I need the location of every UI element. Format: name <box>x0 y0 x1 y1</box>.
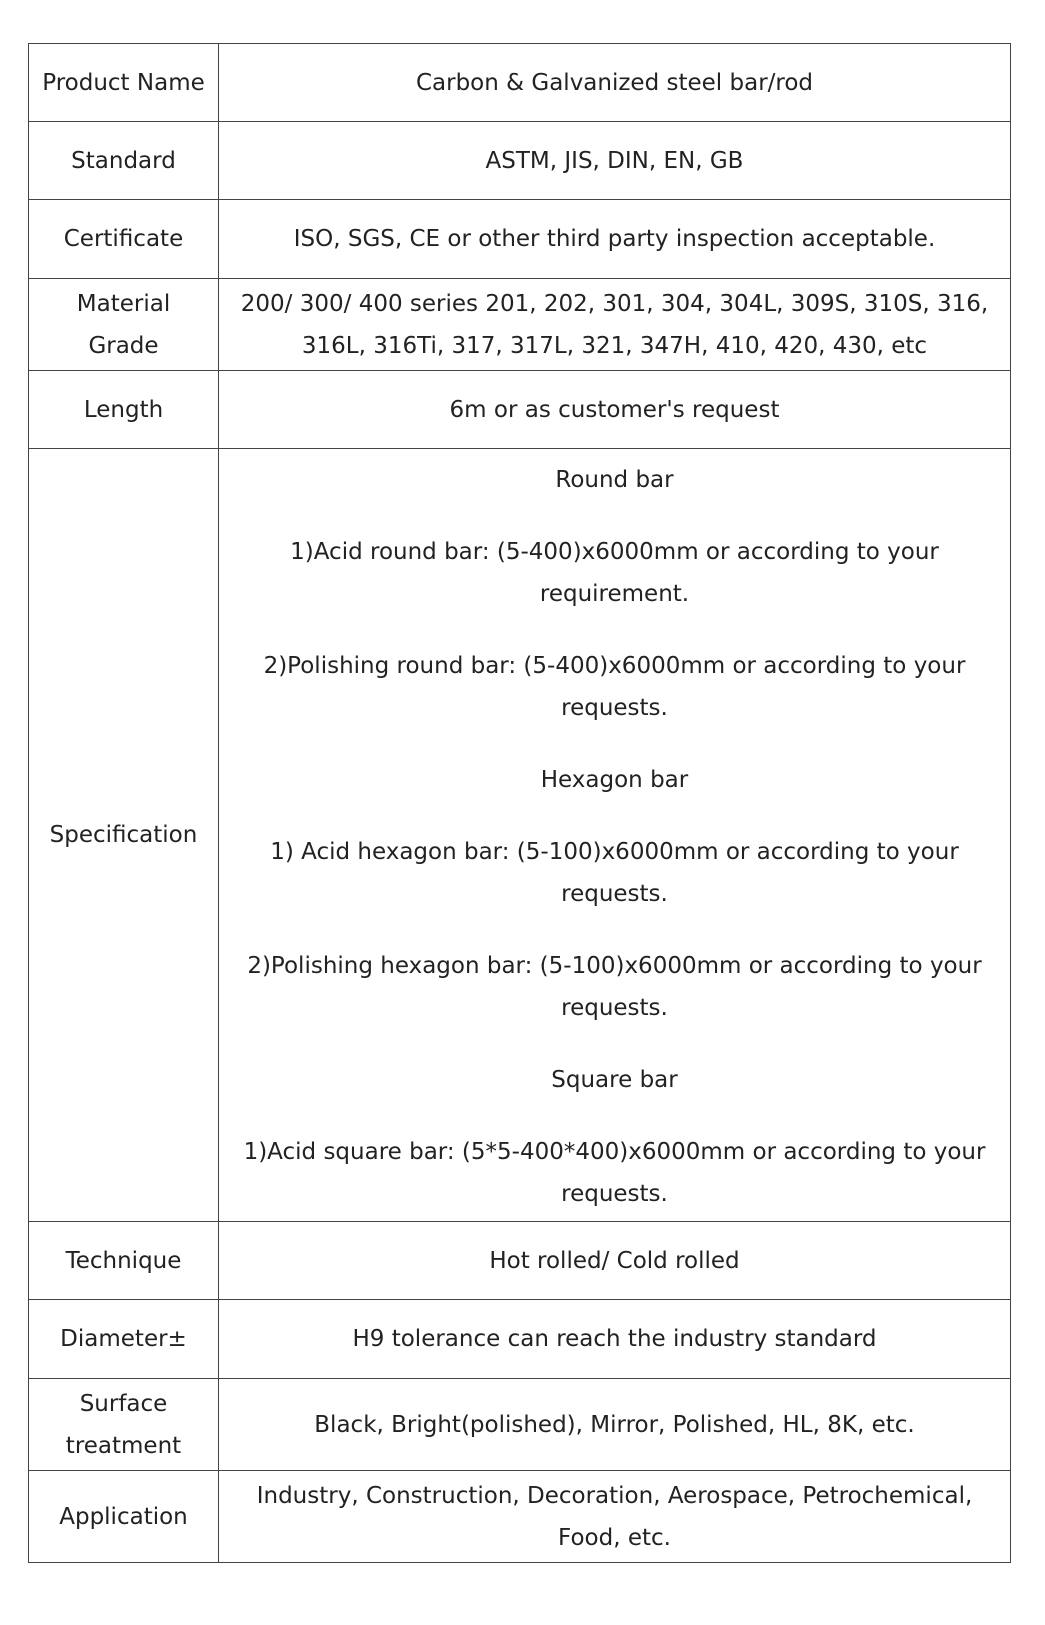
row-value-surface-treatment: Black, Bright(polished), Mirror, Polished, HL, 8K, etc. <box>219 1379 1011 1471</box>
table-row <box>29 371 1011 449</box>
row-value-certificate: ISO, SGS, CE or other third party inspection acceptable. <box>219 200 1011 279</box>
row-label-certificate: Certificate <box>29 200 219 279</box>
table-row <box>29 279 1011 371</box>
product-spec-table <box>28 43 1011 1563</box>
row-value-diameter: H9 tolerance can reach the industry standard <box>219 1300 1011 1379</box>
row-value-length: 6m or as customer's request <box>219 371 1011 449</box>
spec-item-polishing-round-bar: 2)Polishing round bar: (5-400)x6000mm or according to your requests. <box>263 653 966 721</box>
table-row <box>29 1300 1011 1379</box>
row-label-length: Length <box>29 371 219 449</box>
table-row <box>29 1379 1011 1471</box>
spec-item-polishing-hexagon-bar: 2)Polishing hexagon bar: (5-100)x6000mm or according to your requests. <box>247 953 982 1021</box>
row-label-diameter: Diameter± <box>29 1300 219 1379</box>
spec-heading-hexagon-bar: Hexagon bar <box>540 767 689 793</box>
row-value-material-grade: 200/ 300/ 400 series 201, 202, 301, 304, 304L, 309S, 310S, 316, 316L, 316Ti, 317, 317L, 321, 347H, 410, 420, 430, etc <box>219 279 1011 371</box>
row-label-standard: Standard <box>29 122 219 200</box>
row-value-technique: Hot rolled/ Cold rolled <box>219 1222 1011 1300</box>
row-label-surface-treatment: Surface treatment <box>29 1379 219 1471</box>
row-value-standard: ASTM, JIS, DIN, EN, GB <box>219 122 1011 200</box>
table-row <box>29 1471 1011 1563</box>
row-label-product-name: Product Name <box>29 44 219 122</box>
row-label-technique: Technique <box>29 1222 219 1300</box>
spec-item-acid-hexagon-bar: 1) Acid hexagon bar: (5-100)x6000mm or according to your requests. <box>270 839 959 907</box>
row-value-application: Industry, Construction, Decoration, Aerospace, Petrochemical, Food, etc. <box>219 1471 1011 1563</box>
row-label-application: Application <box>29 1471 219 1563</box>
row-label-specification: Specification <box>29 449 219 1222</box>
row-value-specification <box>219 449 1011 1222</box>
table-row <box>29 1222 1011 1300</box>
row-label-material-grade: Material Grade <box>29 279 219 371</box>
table-row <box>29 449 1011 1222</box>
table-row <box>29 200 1011 279</box>
table-row <box>29 122 1011 200</box>
table-row <box>29 44 1011 122</box>
spec-item-acid-round-bar: 1)Acid round bar: (5-400)x6000mm or according to your requirement. <box>290 539 939 607</box>
spec-item-acid-square-bar: 1)Acid square bar: (5*5-400*400)x6000mm or according to your requests. <box>243 1139 986 1207</box>
row-value-product-name: Carbon & Galvanized steel bar/rod <box>219 44 1011 122</box>
spec-heading-square-bar: Square bar <box>551 1067 678 1093</box>
spec-heading-round-bar: Round bar <box>555 467 674 493</box>
